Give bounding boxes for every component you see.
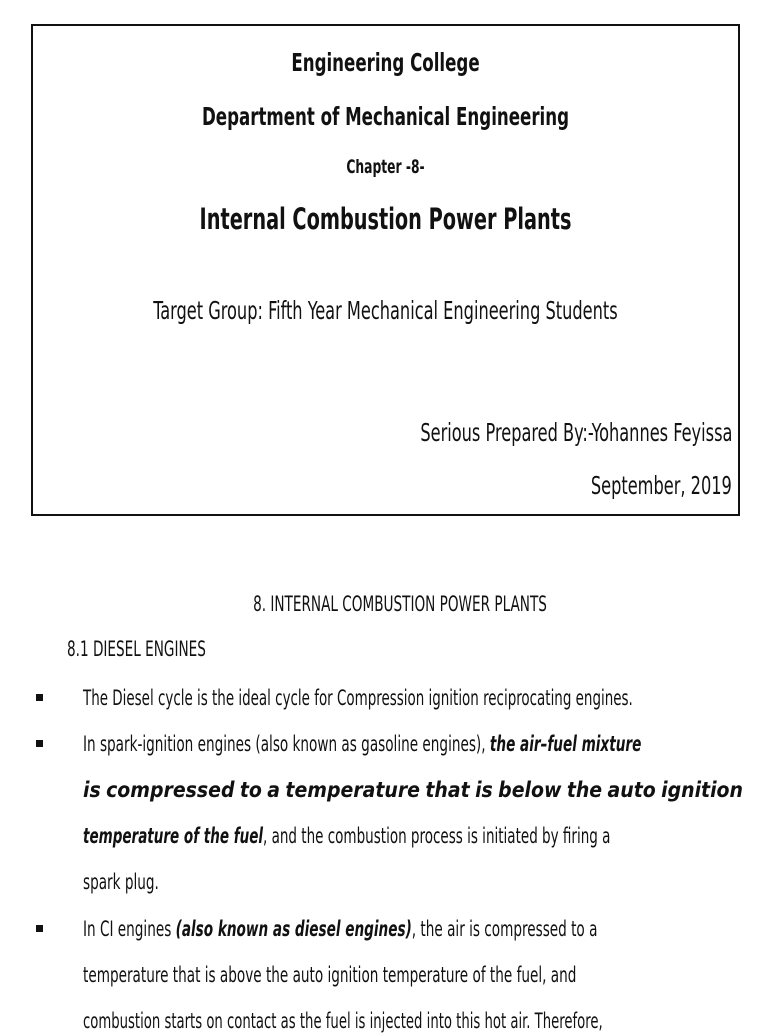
bullet2-word: auto <box>607 778 656 802</box>
target-group: Target Group: Fifth Year Mechanical Engineering Students <box>153 296 618 325</box>
bullet2-word: temperature <box>285 778 420 802</box>
bullet2-line4: spark plug. <box>83 870 159 894</box>
bullet1-text: The Diesel cycle is the ideal cycle for Compression ignition reciprocating engines. <box>83 686 633 710</box>
department-name: Department of Mechanical Engineering <box>201 102 570 131</box>
bullet2-line3 <box>83 824 610 848</box>
bullet2-word: a <box>267 778 281 802</box>
bullet2-line1 <box>83 732 641 756</box>
cover-box <box>31 24 740 516</box>
bullet-marker <box>36 925 43 932</box>
bullet-marker <box>36 740 43 747</box>
bullet2-word: is <box>83 778 101 802</box>
subsection-title: 8.1 DIESEL ENGINES <box>67 637 206 661</box>
bullet2-line1-emphasis: the air–fuel mixture <box>489 732 642 756</box>
chapter-title: Internal Combustion Power Plants <box>199 202 572 236</box>
bullet2-word: the <box>566 778 603 802</box>
date: September, 2019 <box>590 471 732 500</box>
chapter-label: Chapter -8- <box>346 156 425 178</box>
bullet2-line1-plain: In spark-ignition engines (also known as gasoline engines), <box>83 732 490 756</box>
bullet2-word: below <box>498 778 562 802</box>
bullet3-line2: temperature that is above the auto ignition temperature of the fuel, and <box>83 963 577 987</box>
bullet2-line2 <box>83 778 743 802</box>
bullet2-word: that <box>425 778 470 802</box>
bullet-marker <box>36 694 43 701</box>
bullet2-word: to <box>239 778 262 802</box>
college-name: Engineering College <box>291 48 480 77</box>
bullet2-word: ignition <box>661 778 743 802</box>
bullet3-line3: combustion starts on contact as the fuel is injected into this hot air. Therefore, <box>83 1009 603 1033</box>
bullet3-line1-emphasis: (also known as diesel engines) <box>175 917 412 941</box>
bullet2-word: is <box>475 778 493 802</box>
bullet3-line1 <box>83 917 597 941</box>
bullet3-line1-plain-b: , the air is compressed to a <box>411 917 598 941</box>
prepared-by: Serious Prepared By:-Yohannes Feyissa <box>419 418 732 447</box>
bullet2-line3-plain: , and the combustion process is initiated by firing a <box>263 824 611 848</box>
bullet3-line1-plain-a: In CI engines <box>83 917 176 941</box>
bullet2-word: compressed <box>106 778 235 802</box>
bullet2-line3-emphasis: temperature of the fuel <box>83 824 264 848</box>
section-title: 8. INTERNAL COMBUSTION POWER PLANTS <box>253 592 547 616</box>
